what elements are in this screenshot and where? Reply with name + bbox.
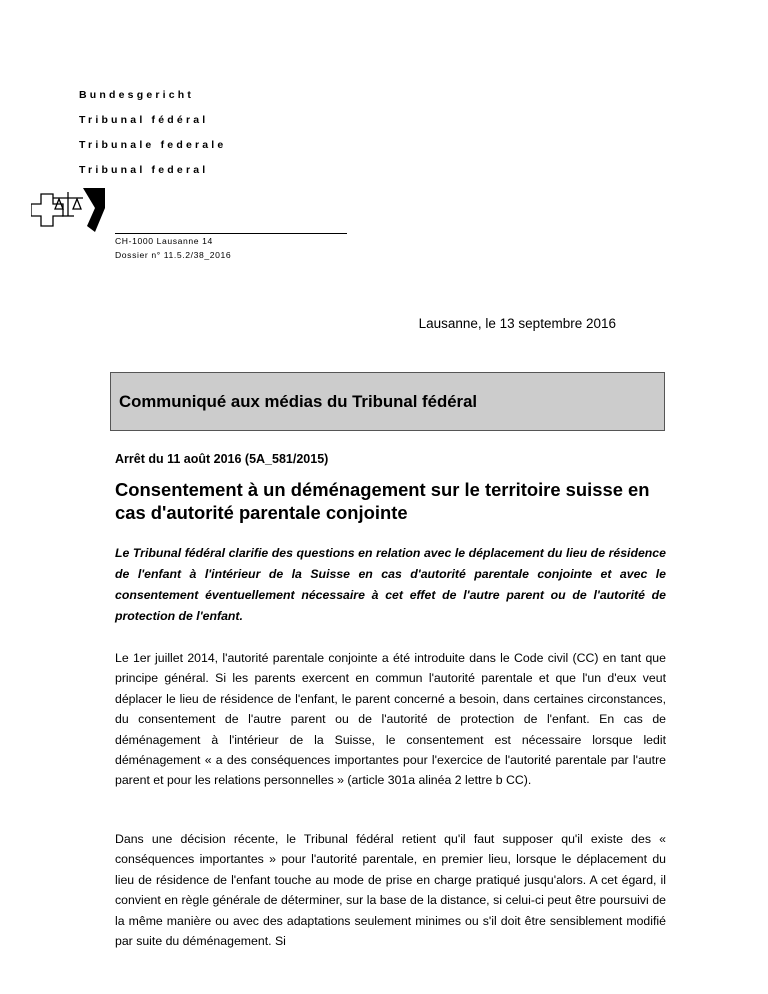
- court-name-de: Bundesgericht: [79, 89, 195, 101]
- body-paragraph: Le 1er juillet 2014, l'autorité parentale conjointe a été introduite dans le Code civil (CC) en tant que principe général. Si les parents exercent en commun l'autorité parentale et que l'un d'eux veut déplacer le lieu de résidence de l'enfant, le parent concerné a besoin, dans certaines circonstances, du consentement de l'autre parent ou de l'autorité de protection de l'enfant. En cas de déménagement à l'intérieur de la Suisse, le consentement est nécessaire lorsque ledit déménagement « a des conséquences importantes pour l'exercice de l'autorité parentale par l'autre parent et pour les relations personnelles » (article 301a alinéa 2 lettre b CC).: [115, 651, 666, 788]
- banner-title: Communiqué aux médias du Tribunal fédéral: [119, 391, 478, 411]
- headline: Consentement à un déménagement sur le territoire suisse en cas d'autorité parentale conjointe: [115, 479, 650, 523]
- lead-paragraph: Le Tribunal fédéral clarifie des questions en relation avec le déplacement du lieu de résidence de l'enfant à l'intérieur de la Suisse en cas d'autorité parentale conjointe et avec le consentement éventuellement nécessaire à cet effet de l'autre parent ou de l'autorité de protection de l'enfant.: [115, 546, 666, 623]
- swiss-federal-court-logo: [31, 186, 115, 234]
- header-rule: [115, 233, 347, 234]
- date-line: Lausanne, le 13 septembre 2016: [418, 316, 616, 331]
- judgment-reference: Arrêt du 11 août 2016 (5A_581/2015): [115, 452, 329, 466]
- court-name-rm: Tribunal federal: [79, 164, 209, 176]
- court-name-fr: Tribunal fédéral: [79, 114, 209, 126]
- address-line: CH-1000 Lausanne 14: [115, 236, 213, 246]
- press-release-banner: [110, 372, 665, 431]
- court-name-it: Tribunale federale: [79, 139, 227, 151]
- body-paragraph: Dans une décision récente, le Tribunal fédéral retient qu'il faut supposer qu'il existe des « conséquences importantes » pour l'autorité parentale, en premier lieu, lorsque le déplacement du lieu de résidence de l'enfant touche au mode de prise en charge pratiqué jusqu'alors. A cet égard, il convient en règle générale de déterminer, sur la base de la distance, si celui-ci peut être poursuivi de la même manière ou avec des adaptations seulement minimes ou s'il doit être sensiblement modifié par suite du déménagement. Si: [115, 832, 666, 949]
- dossier-number: Dossier n° 11.5.2/38_2016: [115, 250, 232, 260]
